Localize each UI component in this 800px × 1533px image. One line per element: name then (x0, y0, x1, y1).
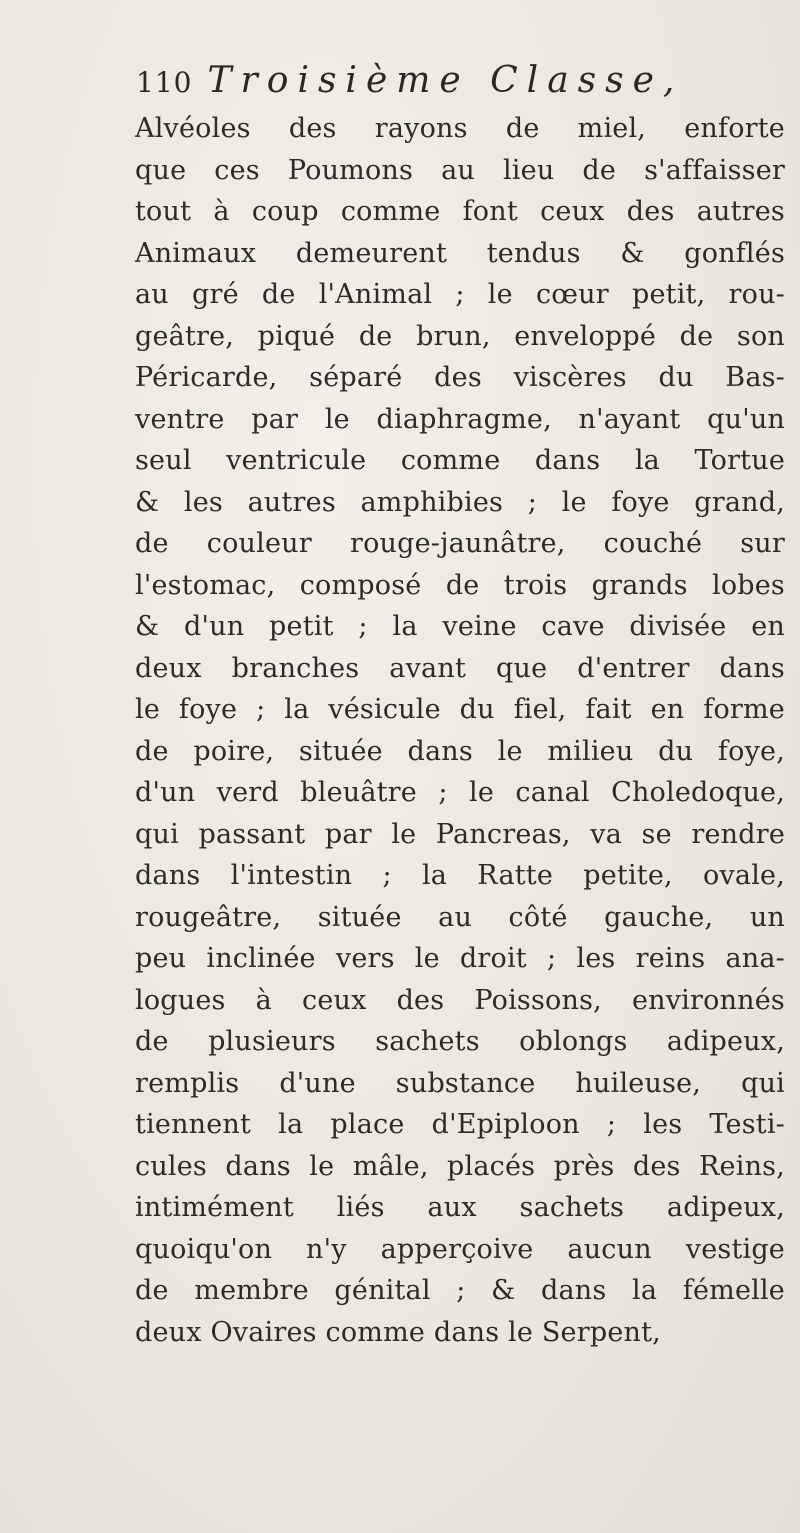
text-line: d'un verd bleuâtre ; le canal Choledoque, (135, 777, 785, 808)
text-line: geâtre, piqué de brun, enveloppé de son (135, 320, 785, 352)
body-text (135, 108, 785, 1353)
text-line: remplis d'une substance huileuse, qui (135, 1067, 785, 1099)
text-line: de poire, située dans le milieu du foye, (135, 735, 785, 767)
text-line: le foye ; la vésicule du fiel, fait en forme (135, 694, 785, 725)
text-line: Péricarde, séparé des viscères du Bas- (135, 362, 785, 393)
text-line: & les autres amphibies ; le foye grand, (135, 486, 785, 518)
page-header (136, 60, 776, 110)
text-line: seul ventricule comme dans la Tortue (135, 445, 785, 476)
text-line: tiennent la place d'Epiploon ; les Testi- (135, 1109, 785, 1140)
text-line: deux branches avant que d'entrer dans (135, 652, 785, 684)
text-line: dans l'intestin ; la Ratte petite, ovale, (135, 860, 785, 891)
page-number: 110 (136, 66, 193, 99)
text-line: qui passant par le Pancreas, va se rendre (135, 818, 785, 850)
text-line: logues à ceux des Poissons, environnés (135, 984, 785, 1016)
text-line: de plusieurs sachets oblongs adipeux, (135, 1026, 785, 1057)
text-line: au gré de l'Animal ; le cœur petit, rou- (135, 279, 785, 310)
text-line: que ces Poumons au lieu de s'affaisser (135, 154, 785, 186)
text-line: de membre génital ; & dans la fémelle (135, 1275, 785, 1306)
text-line: rougeâtre, située au côté gauche, un (135, 901, 785, 933)
text-line: & d'un petit ; la veine cave divisée en (135, 611, 785, 642)
text-line: intimément liés aux sachets adipeux, (135, 1192, 785, 1223)
text-line: Alvéoles des rayons de miel, enforte (135, 113, 785, 144)
text-line: tout à coup comme font ceux des autres (135, 196, 785, 227)
text-line: de couleur rouge-jaunâtre, couché sur (135, 528, 785, 559)
text-line: quoiqu'on n'y apperçoive aucun vestige (135, 1233, 785, 1265)
text-line: ventre par le diaphragme, n'ayant qu'un (135, 403, 785, 435)
text-line: deux Ovaires comme dans le Serpent, (135, 1316, 661, 1348)
text-line: Animaux demeurent tendus & gonflés (135, 237, 785, 269)
text-line: cules dans le mâle, placés près des Reins, (135, 1150, 785, 1182)
text-line: peu inclinée vers le droit ; les reins ana- (135, 943, 785, 974)
text-line: l'estomac, composé de trois grands lobes (135, 569, 785, 601)
running-title: Troisième Classe, (207, 60, 684, 101)
